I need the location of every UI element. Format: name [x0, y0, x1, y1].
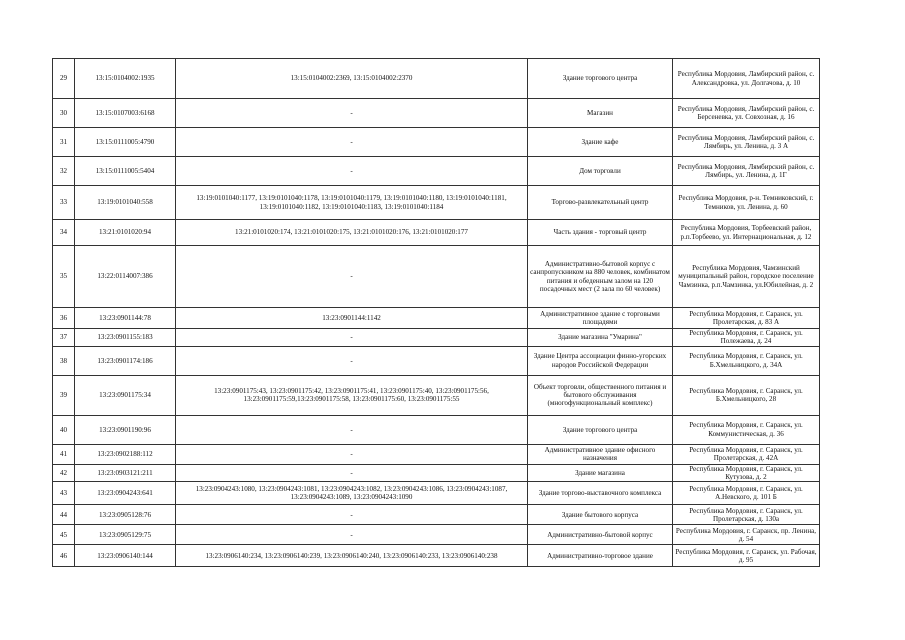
object-name-cell: Здание Центра ассоциации финно-угорских народов Российской Федерации	[528, 346, 673, 375]
related-cadastral-numbers-cell: -	[176, 329, 528, 347]
row-number-cell: 43	[53, 482, 75, 505]
object-address-cell: Республика Мордовия, г. Саранск, ул. Пролетарская, д. 42А	[673, 444, 820, 464]
object-name-cell: Объект торговли, общественного питания и бытового обслуживания (многофункциональный комплекс)	[528, 375, 673, 415]
object-address-cell: Республика Мордовия, Ламбирский район, с. Александровка, ул. Долгачова, д. 10	[673, 59, 820, 99]
object-address-cell: Республика Мордовия, г. Саранск, ул. Пролетарская, д. 83 А	[673, 308, 820, 329]
row-number-cell: 36	[53, 308, 75, 329]
object-name-cell: Административно-бытовой корпус	[528, 525, 673, 545]
table-row	[53, 415, 820, 444]
row-number-cell: 46	[53, 545, 75, 567]
object-name-cell: Здание кафе	[528, 128, 673, 157]
object-name-cell: Здание бытового корпуса	[528, 505, 673, 525]
object-address-cell: Республика Мордовия, г. Саранск, ул. Б.Хмельницкого, 28	[673, 375, 820, 415]
cadastral-number-cell: 13:23:0901190:96	[75, 415, 176, 444]
row-number-cell: 30	[53, 99, 75, 128]
object-address-cell: Республика Мордовия, р-н. Темниковский, г. Темников, ул. Ленина, д. 60	[673, 186, 820, 220]
cadastral-number-cell: 13:23:0906140:144	[75, 545, 176, 567]
row-number-cell: 44	[53, 505, 75, 525]
object-name-cell: Часть здания - торговый центр	[528, 220, 673, 246]
related-cadastral-numbers-cell: -	[176, 99, 528, 128]
object-address-cell: Республика Мордовия, г. Саранск, ул. Б.Хмельницкого, д. 34А	[673, 346, 820, 375]
related-cadastral-numbers-cell: 13:23:0901175:43, 13:23:0901175:42, 13:23:0901175:41, 13:23:0901175:40, 13:23:0901175:56, 13:23:0901175:59,13:23:0901175:58, 13:23:0901175:60, 13:23:0901175:55	[176, 375, 528, 415]
row-number-cell: 40	[53, 415, 75, 444]
cadastral-number-cell: 13:23:0902188:112	[75, 444, 176, 464]
table-row	[53, 525, 820, 545]
related-cadastral-numbers-cell: 13:21:0101020:174, 13:21:0101020:175, 13:21:0101020:176, 13:21:0101020:177	[176, 220, 528, 246]
object-address-cell: Республика Мордовия, г. Саранск, пр. Ленина, д. 54	[673, 525, 820, 545]
related-cadastral-numbers-cell: 13:23:0904243:1080, 13:23:0904243:1081, 13:23:0904243:1082, 13:23:0904243:1086, 13:23:0904243:1087, 13:23:0904243:1089, 13:23:0904243:1090	[176, 482, 528, 505]
object-name-cell: Административное здание с торговыми площадями	[528, 308, 673, 329]
table-row	[53, 59, 820, 99]
object-name-cell: Магазин	[528, 99, 673, 128]
table-row	[53, 444, 820, 464]
cadastral-number-cell: 13:22:0114007:386	[75, 246, 176, 308]
row-number-cell: 32	[53, 157, 75, 186]
table-row	[53, 375, 820, 415]
related-cadastral-numbers-cell: -	[176, 525, 528, 545]
cadastral-number-cell: 13:19:0101040:558	[75, 186, 176, 220]
related-cadastral-numbers-cell: -	[176, 505, 528, 525]
object-address-cell: Республика Мордовия, г. Саранск, ул. Рабочая, д. 95	[673, 545, 820, 567]
cadastral-number-cell: 13:23:0905128:76	[75, 505, 176, 525]
related-cadastral-numbers-cell: -	[176, 346, 528, 375]
property-register-table	[52, 58, 820, 567]
table-row	[53, 128, 820, 157]
cadastral-number-cell: 13:23:0901174:186	[75, 346, 176, 375]
cadastral-number-cell: 13:15:0111005:4790	[75, 128, 176, 157]
related-cadastral-numbers-cell: -	[176, 464, 528, 482]
object-address-cell: Республика Мордовия, г. Саранск, ул. Пролетарская, д. 130а	[673, 505, 820, 525]
row-number-cell: 38	[53, 346, 75, 375]
object-name-cell: Здание магазина "Умарина"	[528, 329, 673, 347]
table-row	[53, 186, 820, 220]
object-name-cell: Здание торгового центра	[528, 415, 673, 444]
table-body	[53, 59, 820, 567]
table-row	[53, 99, 820, 128]
object-name-cell: Здание торгового центра	[528, 59, 673, 99]
row-number-cell: 35	[53, 246, 75, 308]
cadastral-number-cell: 13:23:0903121:211	[75, 464, 176, 482]
row-number-cell: 34	[53, 220, 75, 246]
object-address-cell: Республика Мордовия, г. Саранск, ул. А.Невского, д. 101 Б	[673, 482, 820, 505]
object-name-cell: Здание торгово-выставочного комплекса	[528, 482, 673, 505]
related-cadastral-numbers-cell: 13:15:0104002:2369, 13:15:0104002:2370	[176, 59, 528, 99]
table-row	[53, 220, 820, 246]
table-row	[53, 505, 820, 525]
object-address-cell: Республика Мордовия, Торбеевский район, р.п.Торбеево, ул. Интернациональная, д. 12	[673, 220, 820, 246]
related-cadastral-numbers-cell: -	[176, 128, 528, 157]
related-cadastral-numbers-cell: -	[176, 415, 528, 444]
object-name-cell: Административное здание офисного назначения	[528, 444, 673, 464]
cadastral-number-cell: 13:15:0104002:1935	[75, 59, 176, 99]
cadastral-number-cell: 13:21:0101020:94	[75, 220, 176, 246]
row-number-cell: 33	[53, 186, 75, 220]
cadastral-number-cell: 13:23:0901144:78	[75, 308, 176, 329]
cadastral-number-cell: 13:23:0901175:34	[75, 375, 176, 415]
related-cadastral-numbers-cell: -	[176, 246, 528, 308]
cadastral-number-cell: 13:15:0111005:5404	[75, 157, 176, 186]
table-row	[53, 157, 820, 186]
table-row	[53, 346, 820, 375]
related-cadastral-numbers-cell: -	[176, 444, 528, 464]
object-name-cell: Здание магазина	[528, 464, 673, 482]
table-row	[53, 246, 820, 308]
cadastral-number-cell: 13:23:0901155:183	[75, 329, 176, 347]
table-row	[53, 482, 820, 505]
table-row	[53, 329, 820, 347]
related-cadastral-numbers-cell: 13:23:0906140:234, 13:23:0906140:239, 13:23:0906140:240, 13:23:0906140:233, 13:23:0906140:238	[176, 545, 528, 567]
object-address-cell: Республика Мордовия, Чамзинский муниципальный район, городское поселение Чамзинка, р.п.Чамзинка, ул.Юбилейная, д. 2	[673, 246, 820, 308]
object-address-cell: Республика Мордовия, г. Саранск, ул. Кутузова, д. 2	[673, 464, 820, 482]
row-number-cell: 41	[53, 444, 75, 464]
table-row	[53, 464, 820, 482]
related-cadastral-numbers-cell: -	[176, 157, 528, 186]
object-address-cell: Республика Мордовия, г. Саранск, ул. Полежаева, д. 24	[673, 329, 820, 347]
related-cadastral-numbers-cell: 13:23:0901144:1142	[176, 308, 528, 329]
cadastral-number-cell: 13:15:0107003:6168	[75, 99, 176, 128]
cadastral-number-cell: 13:23:0904243:641	[75, 482, 176, 505]
object-address-cell: Республика Мордовия, Ламбирский район, с. Лямбирь, ул. Ленина, д. 3 А	[673, 128, 820, 157]
row-number-cell: 42	[53, 464, 75, 482]
object-name-cell: Дом торговли	[528, 157, 673, 186]
related-cadastral-numbers-cell: 13:19:0101040:1177, 13:19:0101040:1178, 13:19:0101040:1179, 13:19:0101040:1180, 13:19:0101040:1181, 13:19:0101040:1182, 13:19:0101040:1183, 13:19:0101040:1184	[176, 186, 528, 220]
row-number-cell: 31	[53, 128, 75, 157]
object-name-cell: Административно-торговое здание	[528, 545, 673, 567]
table-row	[53, 545, 820, 567]
object-address-cell: Республика Мордовия, г. Саранск, ул. Коммунистическая, д. 36	[673, 415, 820, 444]
object-address-cell: Республика Мордовия, Лямбирский район, с. Лямбирь, ул. Ленина, д. 1Г	[673, 157, 820, 186]
row-number-cell: 39	[53, 375, 75, 415]
row-number-cell: 45	[53, 525, 75, 545]
table-row	[53, 308, 820, 329]
object-address-cell: Республика Мордовия, Ламбирский район, с. Берсеневка, ул. Совхозная, д. 16	[673, 99, 820, 128]
row-number-cell: 29	[53, 59, 75, 99]
object-name-cell: Торгово-развлекательный центр	[528, 186, 673, 220]
cadastral-number-cell: 13:23:0905129:75	[75, 525, 176, 545]
row-number-cell: 37	[53, 329, 75, 347]
object-name-cell: Административно-бытовой корпус с санпропускником на 880 человек, комбинатом питания и обеденным залом на 120 посадочных мест (2 зала по 60 человек)	[528, 246, 673, 308]
